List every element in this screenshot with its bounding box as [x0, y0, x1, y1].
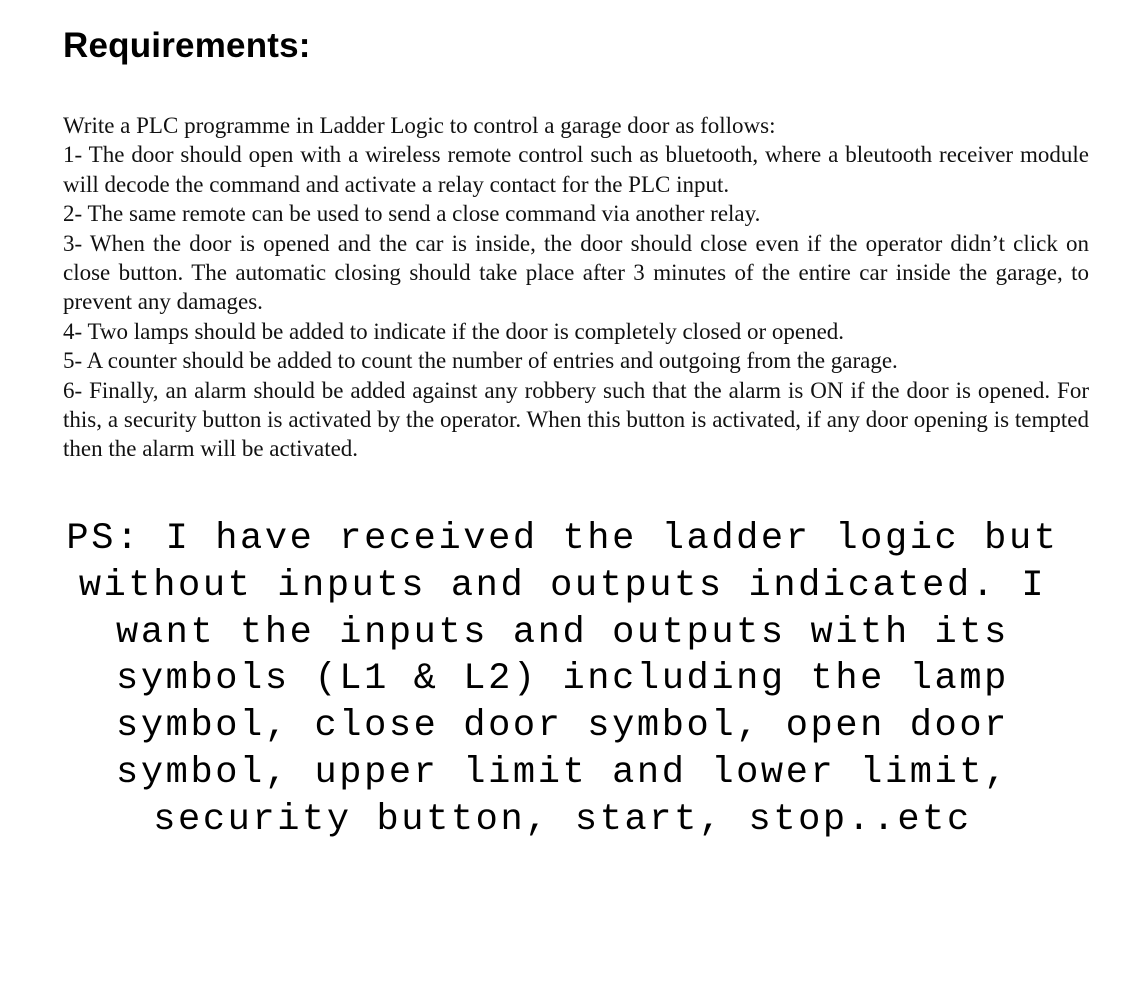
requirement-item-4: 4- Two lamps should be added to indicate if the door is completely closed or opened.	[63, 318, 845, 344]
requirements-heading: Requirements:	[63, 26, 311, 65]
requirement-item-6: 6- Finally, an alarm should be added against any robbery such that the alarm is ON if the door is opened. For this, a security button is activated by the operator. When this button is activated, if any door opening is tempted then the alarm will be activated.	[63, 377, 1089, 462]
requirement-item-5: 5- A counter should be added to count the number of entries and outgoing from the garage.	[63, 348, 898, 374]
requirements-body	[63, 111, 1089, 464]
requirement-item-3: 3- When the door is opened and the car is inside, the door should close even if the operator didn’t click on close button. The automatic closing should take place after 3 minutes of the entire car inside the garage, to prevent any damages.	[63, 230, 1089, 315]
requirement-item-1: 1- The door should open with a wireless remote control such as bluetooth, where a bleutooth receiver module will decode the command and activate a relay contact for the PLC input.	[63, 142, 1089, 197]
requirement-item-2: 2- The same remote can be used to send a close command via another relay.	[63, 201, 761, 227]
requirements-intro: Write a PLC programme in Ladder Logic to control a garage door as follows:	[63, 113, 776, 138]
ps-note: PS: I have received the ladder logic but without inputs and outputs indicated. I want the inputs and outputs with its symbols (L1 & L2) including the lamp symbol, close door symbol, open door symbol, upper limit and lower limit, security button, start, stop..etc	[66, 518, 1059, 841]
